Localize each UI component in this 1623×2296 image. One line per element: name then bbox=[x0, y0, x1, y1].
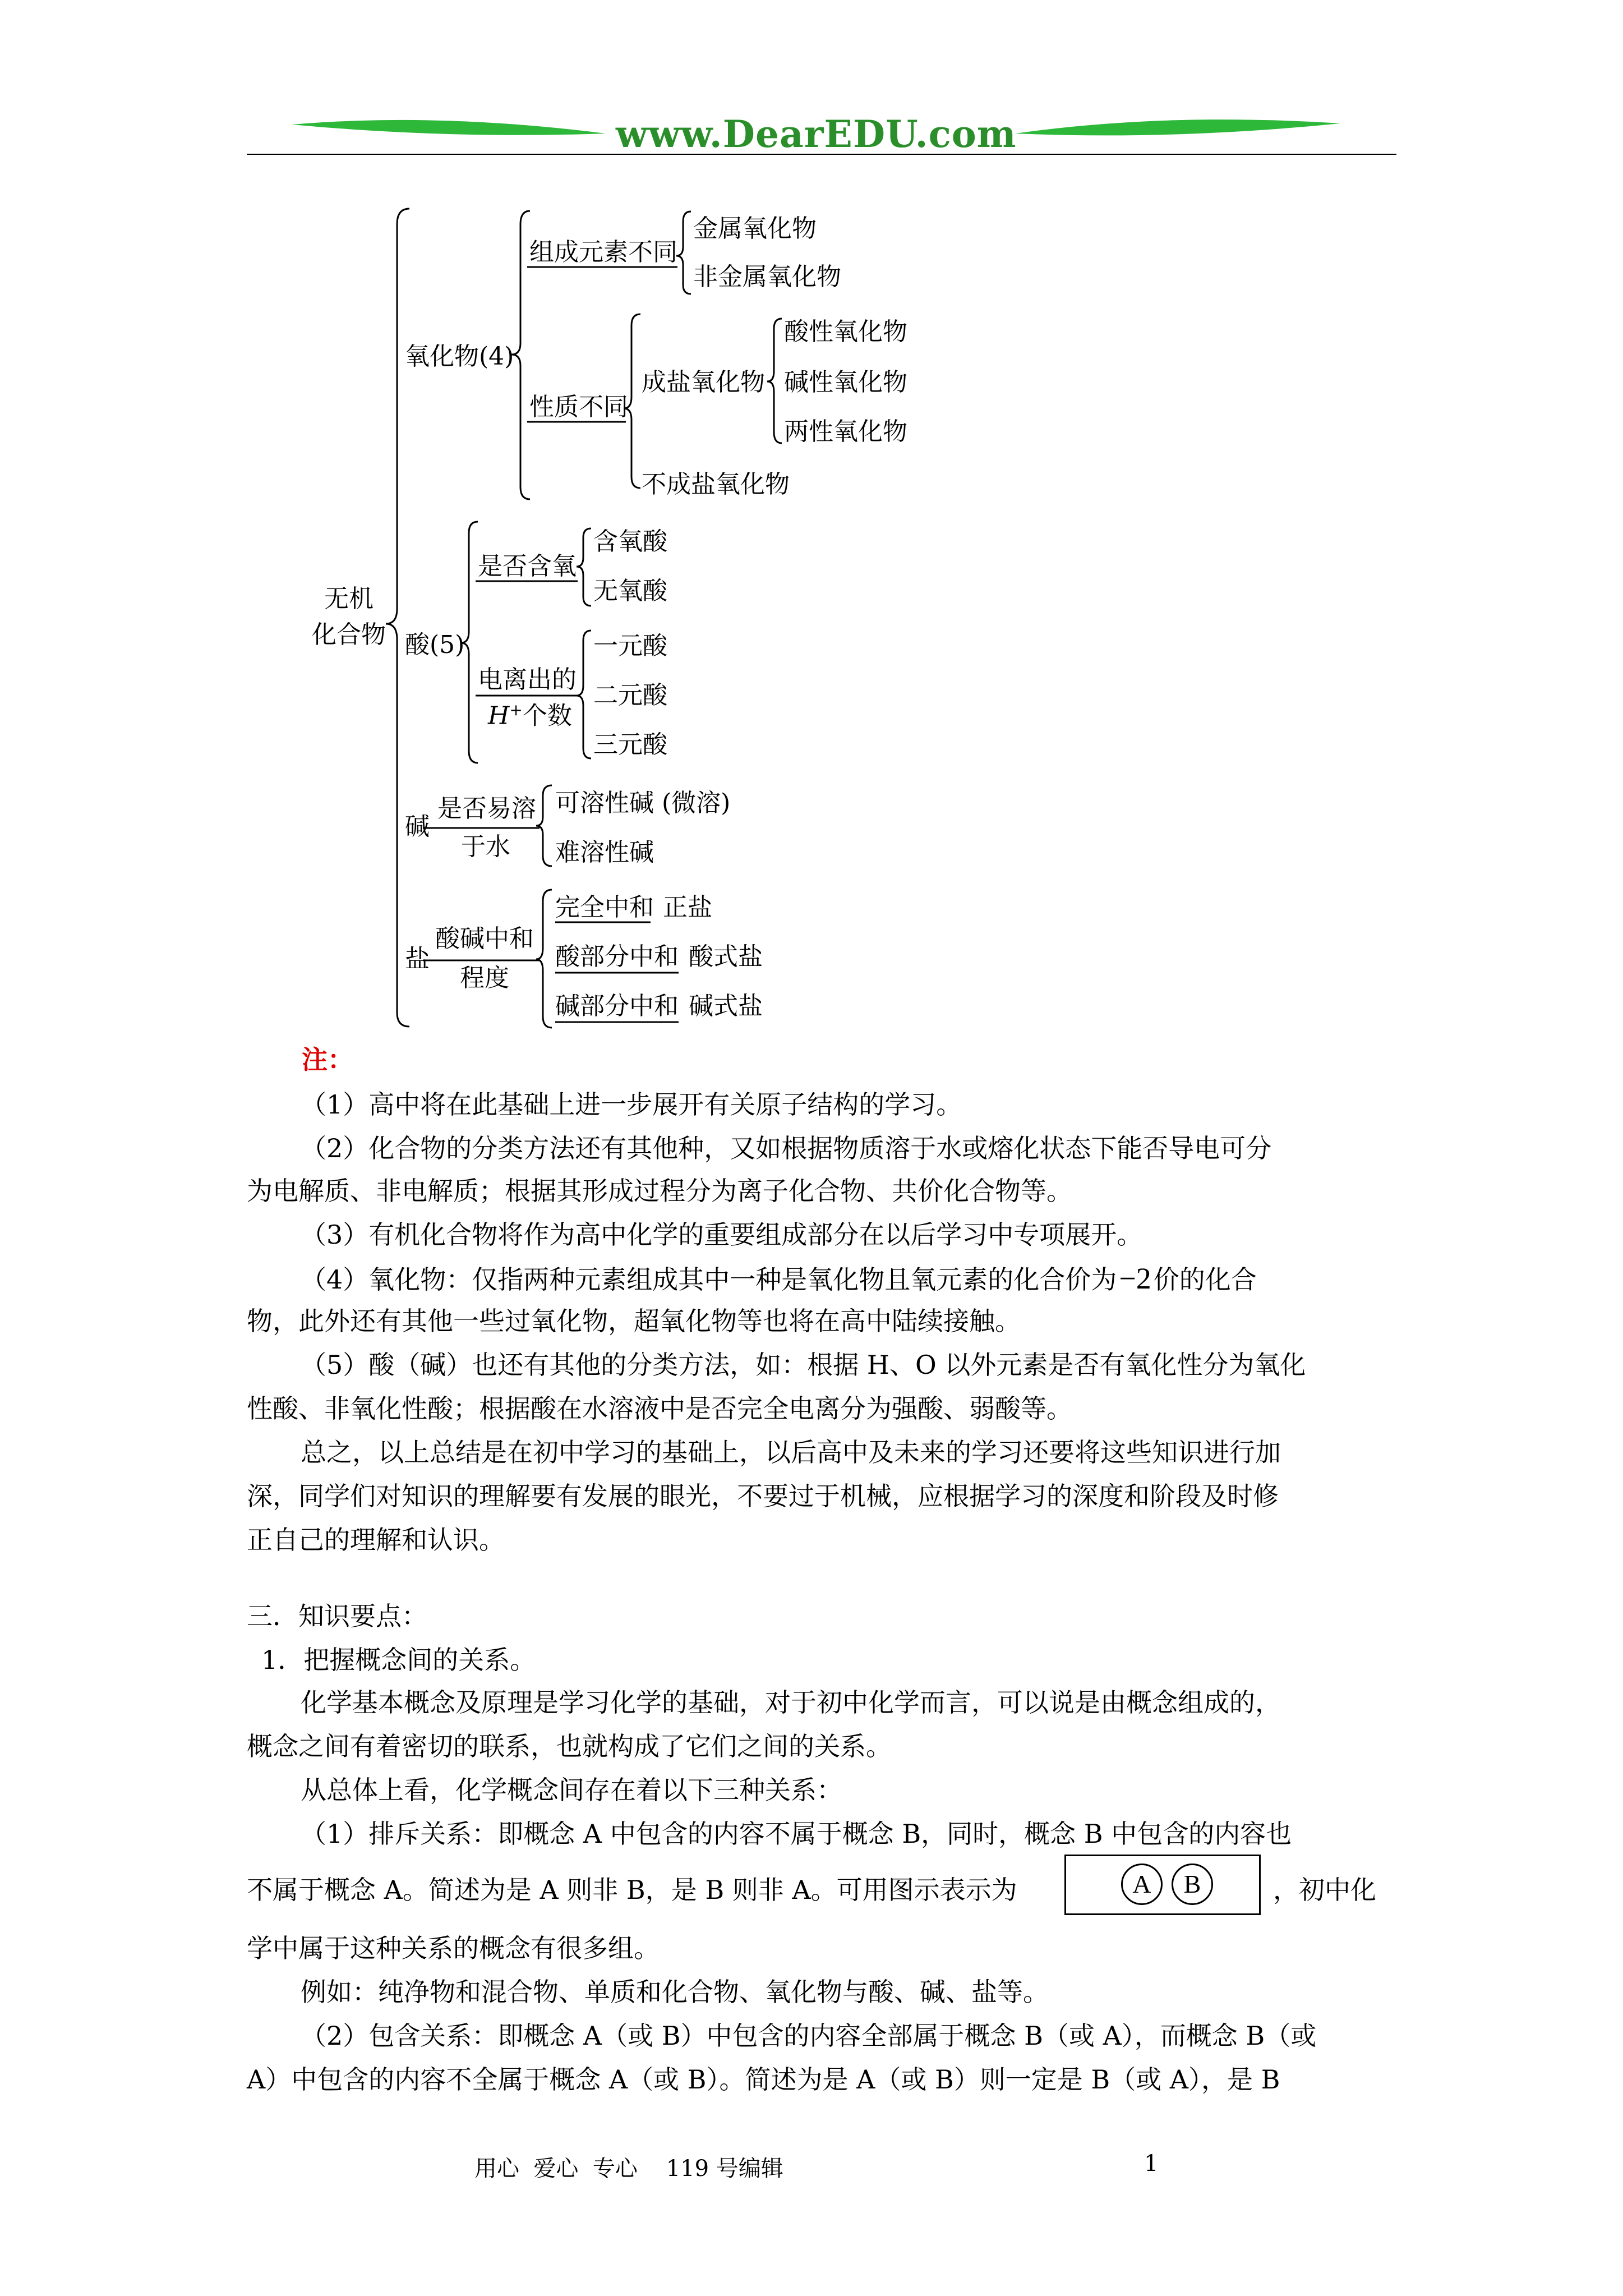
salt-acid-result: 酸式盐 bbox=[689, 942, 763, 971]
para1-line-2: 概念之间有着密切的联系，也就构成了它们之间的关系。 bbox=[247, 1731, 892, 1761]
salt-full-result: 正盐 bbox=[663, 893, 712, 922]
salt-cond-bottom: 程度 bbox=[460, 964, 509, 992]
oxide-acidic: 酸性氧化物 bbox=[784, 318, 907, 346]
exclusion-diagram bbox=[1064, 1855, 1261, 1915]
summary-line-3: 正自己的理解和认识。 bbox=[247, 1525, 505, 1555]
acid-label: 酸(5) bbox=[405, 631, 465, 659]
exclusion-line-1: （1）排斥关系：即概念 A 中包含的内容不属于概念 B，同时，概念 B 中包含的内容也 bbox=[301, 1819, 1292, 1849]
footer-text: 用心 爱心 专心 119 号编辑 bbox=[474, 2156, 783, 2182]
section-heading: 三．知识要点： bbox=[247, 1601, 427, 1631]
oxide-nonmetal: 非金属氧化物 bbox=[693, 263, 841, 291]
exclusion-line-2-tail: ，初中化 bbox=[1273, 1875, 1376, 1905]
para2: 从总体上看，化学概念间存在着以下三种关系： bbox=[301, 1775, 842, 1805]
note-line-4: （3）有机化合物将作为高中化学的重要组成部分在以后学习中专项展开。 bbox=[301, 1220, 1143, 1250]
acid-di: 二元酸 bbox=[593, 681, 667, 710]
exclusion-line-3: 学中属于这种关系的概念有很多组。 bbox=[247, 1933, 660, 1963]
oxide-by-composition: 组成元素不同 bbox=[529, 238, 677, 266]
note-line-7: （5）酸（碱）也还有其他的分类方法，如：根据 H、O 以外元素是否有氧化性分为氧化 bbox=[301, 1350, 1306, 1380]
summary-line-1: 总之，以上总结是在初中学习的基础上，以后高中及未来的学习还要将这些知识进行加 bbox=[301, 1437, 1281, 1467]
oxide-amphoteric: 两性氧化物 bbox=[784, 417, 907, 446]
salt-base-part: 碱部分中和 bbox=[555, 992, 679, 1020]
salt-full: 完全中和 bbox=[555, 893, 654, 922]
base-cond-top: 是否易溶 bbox=[437, 794, 536, 823]
classification-tree-lines bbox=[0, 0, 1623, 1066]
acid-tri: 三元酸 bbox=[593, 730, 667, 759]
subsection-heading: 1．把握概念间的关系。 bbox=[261, 1645, 536, 1675]
note-line-1: （1）高中将在此基础上进一步展开有关原子结构的学习。 bbox=[301, 1089, 962, 1120]
note-line-5: （4）氧化物：仅指两种元素组成其中一种是氧化物且氧元素的化合价为−2价的化合 bbox=[301, 1262, 1257, 1295]
summary-line-2: 深，同学们对知识的理解要有发展的眼光，不要过于机械，应根据学习的深度和阶段及时修 bbox=[247, 1481, 1279, 1511]
note-line-3: 为电解质、非电解质；根据其形成过程分为离子化合物、共价化合物等。 bbox=[247, 1176, 1072, 1206]
salt-cond-top: 酸碱中和 bbox=[435, 924, 534, 953]
base-insoluble: 难溶性碱 bbox=[555, 838, 654, 867]
acid-mono: 一元酸 bbox=[593, 632, 667, 660]
acid-by-oxygen: 是否含氧 bbox=[478, 552, 577, 581]
oxide-by-property: 性质不同 bbox=[529, 393, 628, 421]
oxide-metal: 金属氧化物 bbox=[693, 214, 817, 243]
note-heading: 注： bbox=[302, 1045, 353, 1075]
salt-label: 盐 bbox=[405, 945, 430, 973]
acid-non-oxyacid: 无氧酸 bbox=[593, 577, 667, 605]
para1-line-1: 化学基本概念及原理是学习化学的基础，对于初中化学而言，可以说是由概念组成的， bbox=[301, 1687, 1281, 1718]
exclusion-line-2: 不属于概念 A。简述为是 A 则非 B，是 B 则非 A。可用图示表示为 bbox=[247, 1875, 1017, 1905]
base-soluble: 可溶性碱 (微溶) bbox=[555, 789, 731, 817]
circle-a: A bbox=[1121, 1864, 1163, 1905]
base-label: 碱 bbox=[405, 812, 430, 841]
note-line-8: 性酸、非氧化性酸；根据酸在水溶液中是否完全电离分为强酸、弱酸等。 bbox=[247, 1393, 1072, 1424]
acid-by-h-top: 电离出的 bbox=[478, 665, 577, 694]
note-line-6: 物，此外还有其他一些过氧化物，超氧化物等也将在高中陆续接触。 bbox=[247, 1306, 1021, 1336]
valence-value: −2 bbox=[1119, 1262, 1151, 1295]
note-line-2: （2）化合物的分类方法还有其他种，又如根据物质溶于水或熔化状态下能否导电可分 bbox=[301, 1133, 1272, 1163]
base-cond-bottom: 于水 bbox=[461, 832, 510, 861]
oxide-label: 氧化物(4) bbox=[405, 342, 514, 371]
oxide-non-salt-forming: 不成盐氧化物 bbox=[642, 470, 790, 499]
inclusion-line-2: A）中包含的内容不全属于概念 A（或 B）。简述为是 A（或 B）则一定是 B（或 A），是 B bbox=[247, 2064, 1280, 2095]
acid-oxyacid: 含氧酸 bbox=[593, 527, 667, 556]
tree-root-line1: 无机 bbox=[324, 585, 374, 613]
logo-text: www.DearEDU.com bbox=[616, 112, 1017, 156]
salt-acid-part: 酸部分中和 bbox=[555, 942, 679, 971]
inclusion-line-1: （2）包含关系：即概念 A（或 B）中包含的内容全部属于概念 B（或 A），而概念 B（或 bbox=[301, 2021, 1317, 2051]
salt-base-result: 碱式盐 bbox=[689, 992, 763, 1020]
oxide-salt-forming: 成盐氧化物 bbox=[642, 368, 765, 397]
example-line: 例如：纯净物和混合物、单质和化合物、氧化物与酸、碱、盐等。 bbox=[301, 1977, 1049, 2007]
oxide-basic: 碱性氧化物 bbox=[784, 368, 907, 397]
tree-root-line2: 化合物 bbox=[312, 620, 386, 649]
acid-by-h-bottom: H+个数 bbox=[488, 701, 572, 730]
page-number: 1 bbox=[1144, 2151, 1159, 2177]
circle-b: B bbox=[1172, 1864, 1213, 1905]
